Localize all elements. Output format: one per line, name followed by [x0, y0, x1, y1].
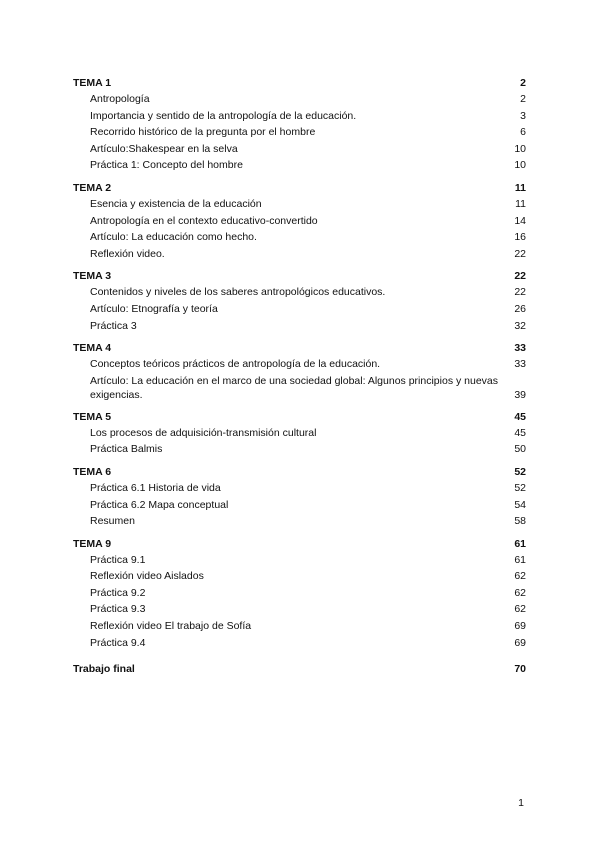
- page-number: 1: [518, 797, 524, 809]
- toc-entry-page: 69: [514, 620, 526, 633]
- toc-entry-title: Práctica 9.1: [90, 553, 146, 566]
- toc-entry-page: 50: [514, 443, 526, 456]
- toc-entry-title: Conceptos teóricos prácticos de antropología de la educación.: [90, 358, 381, 371]
- toc-entry-page: 69: [514, 636, 526, 649]
- toc-entry[interactable]: [73, 480, 526, 497]
- toc-entry-page: 58: [514, 515, 526, 528]
- toc-entry-title: Recorrido histórico de la pregunta por el hombre: [90, 126, 316, 139]
- toc-entry[interactable]: [73, 356, 526, 373]
- toc-section-page: 22: [514, 270, 526, 283]
- toc-entry[interactable]: [73, 585, 526, 602]
- toc-entry-title: Práctica 9.4: [90, 636, 146, 649]
- toc-entry-page: 14: [514, 214, 526, 227]
- toc-entry-title: Práctica Balmis: [90, 443, 163, 456]
- toc-entry-title: Práctica 6.1 Historia de vida: [90, 481, 221, 494]
- toc-entry-page: 10: [514, 142, 526, 155]
- toc-entry-page: 39: [514, 388, 526, 401]
- toc-entry[interactable]: [73, 373, 526, 403]
- toc-entry[interactable]: [73, 601, 526, 618]
- toc-section-page: 70: [514, 663, 526, 676]
- toc-entry[interactable]: [73, 196, 526, 213]
- toc-section-page: 45: [514, 410, 526, 423]
- toc-section[interactable]: [73, 341, 526, 356]
- toc-entry-title: Práctica 9.3: [90, 603, 146, 616]
- toc-section-title: TEMA 9: [73, 537, 112, 550]
- toc-entry-title: Los procesos de adquisición-transmisión cultural: [90, 426, 317, 439]
- toc-section[interactable]: [73, 662, 526, 677]
- toc-section-page: 52: [514, 465, 526, 478]
- toc-entry[interactable]: [73, 124, 526, 141]
- toc-entry-page: 61: [514, 553, 526, 566]
- toc-section[interactable]: [73, 410, 526, 425]
- toc-entry[interactable]: [73, 513, 526, 530]
- toc-entry[interactable]: [73, 618, 526, 635]
- toc-section-title: TEMA 1: [73, 77, 112, 89]
- toc-section[interactable]: [73, 465, 526, 480]
- toc-entry-title: Reflexión video El trabajo de Sofía: [90, 620, 252, 633]
- toc-section[interactable]: [73, 181, 526, 196]
- toc-entry-title: Importancia y sentido de la antropología de la educación.: [90, 109, 357, 122]
- toc-section-title: TEMA 5: [73, 410, 112, 423]
- toc-entry-page: 2: [520, 93, 526, 105]
- toc-entry-page: 6: [520, 126, 526, 139]
- toc-entry[interactable]: [73, 108, 526, 125]
- toc-section[interactable]: [73, 537, 526, 552]
- toc-entry-title: Antropología en el contexto educativo-convertido: [90, 214, 318, 227]
- toc-entry-page: 22: [514, 286, 526, 299]
- toc-entry-page: 16: [514, 231, 526, 244]
- toc-entry-page: 62: [514, 586, 526, 599]
- toc-section-title: TEMA 3: [73, 270, 112, 283]
- toc-entry-page: 10: [514, 159, 526, 172]
- toc-entry-page: 11: [515, 197, 526, 210]
- toc-entry-title-continued: exigencias.: [90, 388, 143, 401]
- toc-entry-page: 52: [514, 481, 526, 494]
- toc-entry-title: Contenidos y niveles de los saberes antropológicos educativos.: [90, 286, 386, 299]
- toc-entry[interactable]: [73, 213, 526, 230]
- toc-entry[interactable]: [73, 425, 526, 442]
- toc-entry[interactable]: [73, 301, 526, 318]
- table-of-contents: [73, 76, 526, 677]
- toc-entry[interactable]: [73, 318, 526, 335]
- toc-entry[interactable]: [73, 229, 526, 246]
- toc-entry[interactable]: [73, 246, 526, 263]
- toc-entry-title: Resumen: [90, 515, 135, 528]
- toc-section-title: TEMA 2: [73, 181, 112, 194]
- toc-entry-title: Reflexión video Aislados: [90, 570, 204, 583]
- toc-entry-title: Artículo: La educación en el marco de una sociedad global: Algunos principios y nuevas: [90, 374, 499, 387]
- toc-entry-title: Reflexión video.: [90, 247, 165, 260]
- toc-section-page: 61: [514, 537, 526, 550]
- toc-entry-page: 26: [514, 302, 526, 315]
- toc-entry[interactable]: [73, 552, 526, 569]
- toc-entry-page: 62: [514, 603, 526, 616]
- toc-entry-page: 33: [514, 358, 526, 371]
- toc-entry-title: Práctica 3: [90, 319, 137, 332]
- toc-section-page: 2: [520, 77, 526, 89]
- toc-section[interactable]: [73, 76, 526, 91]
- toc-entry[interactable]: [73, 157, 526, 174]
- toc-entry-title: Artículo: Etnografía y teoría: [90, 302, 218, 315]
- toc-entry[interactable]: [73, 284, 526, 301]
- toc-section-page: 33: [514, 342, 526, 355]
- toc-entry-page: 54: [514, 498, 526, 511]
- toc-section[interactable]: [73, 269, 526, 284]
- toc-section-title: Trabajo final: [73, 663, 135, 676]
- toc-entry[interactable]: [73, 441, 526, 458]
- toc-entry[interactable]: [73, 497, 526, 514]
- toc-entry-title: Práctica 9.2: [90, 586, 146, 599]
- toc-section-title: TEMA 4: [73, 342, 112, 355]
- toc-entry-page: 32: [514, 319, 526, 332]
- toc-entry-page: 22: [514, 247, 526, 260]
- toc-entry-title: Práctica 6.2 Mapa conceptual: [90, 498, 229, 511]
- toc-entry-title: Esencia y existencia de la educación: [90, 197, 262, 210]
- toc-entry-title: Antropología: [90, 93, 150, 105]
- toc-entry-title: Práctica 1: Concepto del hombre: [90, 159, 243, 172]
- toc-entry-title: Artículo:Shakespear en la selva: [90, 142, 238, 155]
- toc-section-page: 11: [514, 181, 526, 194]
- toc-entry-title: Artículo: La educación como hecho.: [90, 231, 257, 244]
- toc-section-title: TEMA 6: [73, 465, 112, 478]
- toc-entry[interactable]: [73, 568, 526, 585]
- toc-entry-page: 62: [514, 570, 526, 583]
- toc-entry[interactable]: [73, 141, 526, 158]
- toc-entry[interactable]: [73, 635, 526, 652]
- toc-entry[interactable]: [73, 91, 526, 108]
- toc-entry-page: 45: [514, 426, 526, 439]
- toc-entry-page: 3: [520, 109, 526, 122]
